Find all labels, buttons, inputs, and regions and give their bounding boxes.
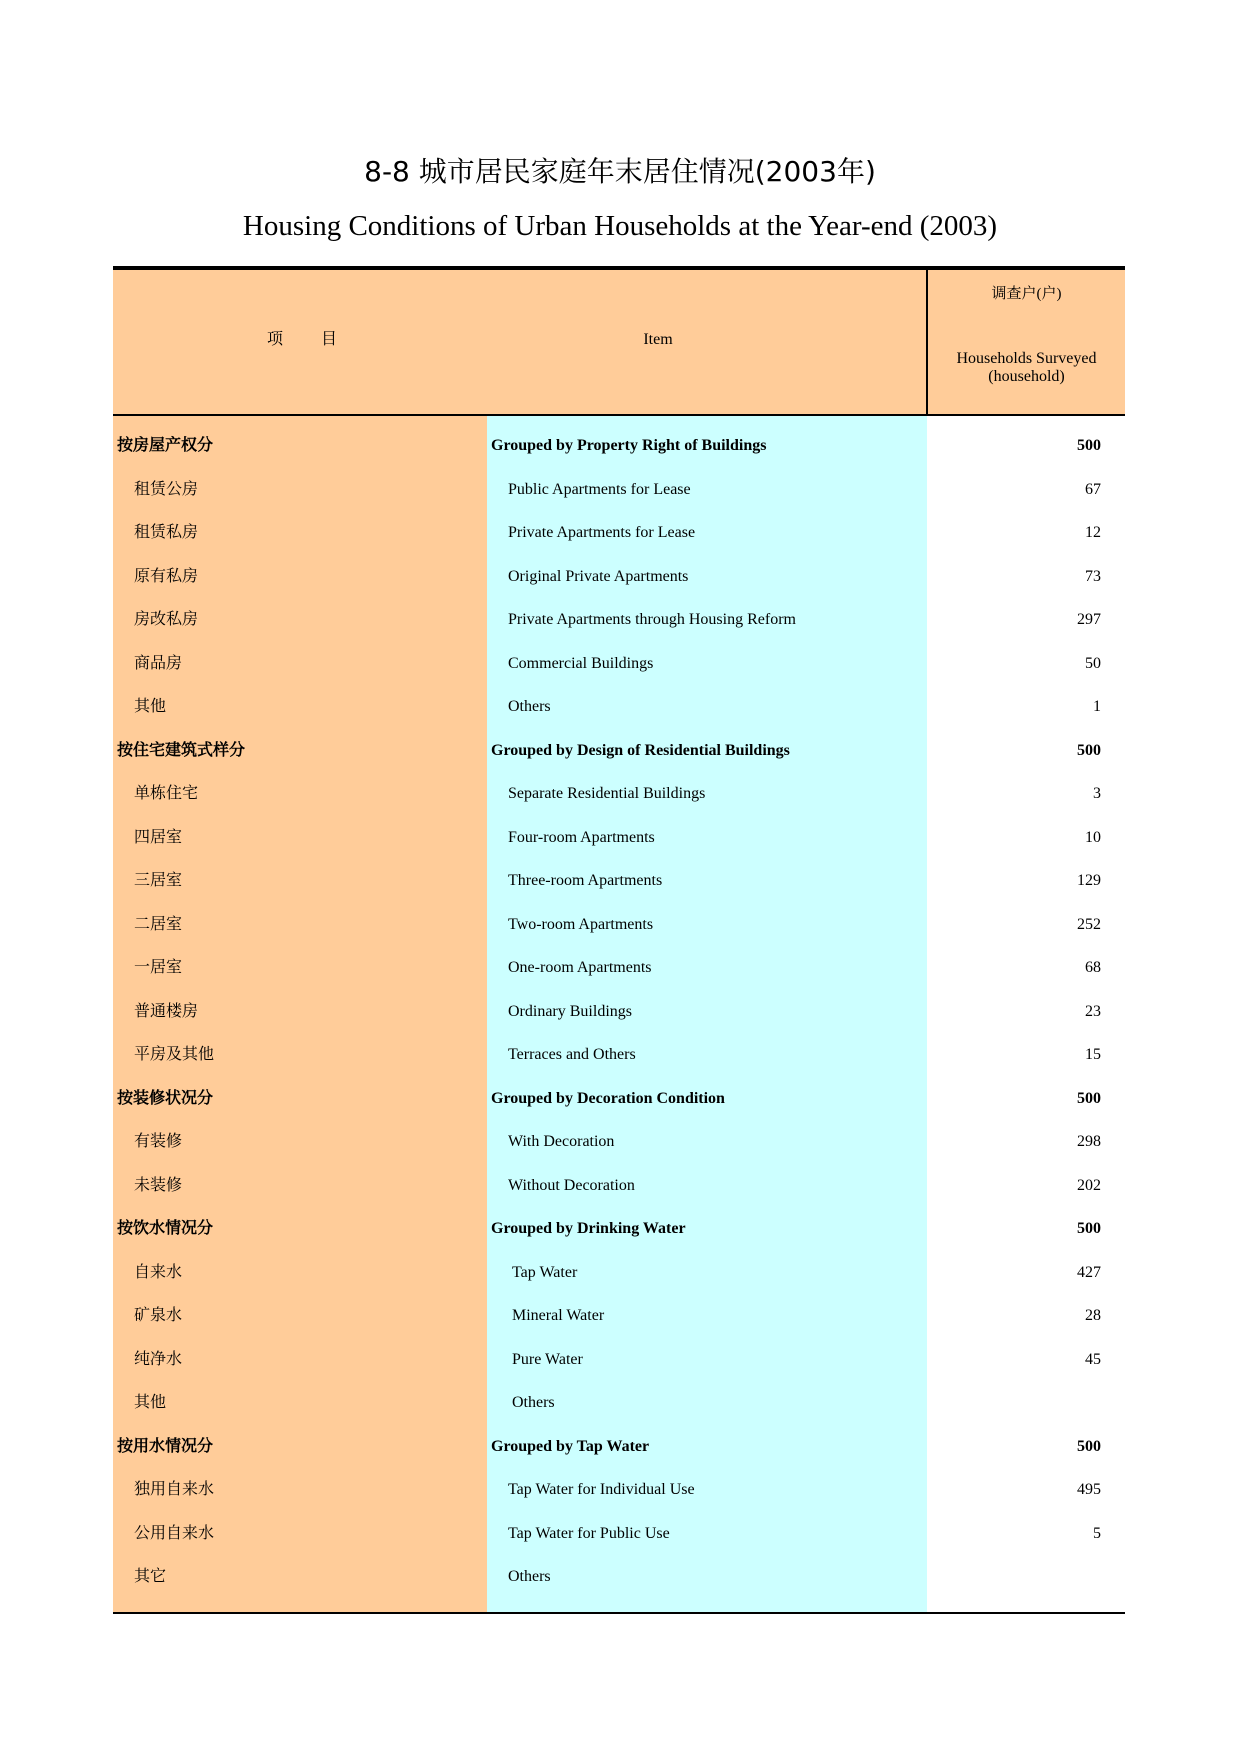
row-value: 500 [1077, 741, 1101, 759]
row-value: 67 [1085, 480, 1101, 498]
row-label-english: Private Apartments for Lease [508, 524, 696, 541]
table-row [113, 468, 1125, 512]
row-label-chinese: 未装修 [134, 1176, 183, 1194]
row-value: 298 [1077, 1133, 1101, 1150]
row-label-english: Others [508, 698, 551, 715]
table-row [113, 816, 1125, 860]
row-label-english: Others [512, 1394, 555, 1411]
header-item-english: Item [643, 331, 673, 348]
table-row [113, 1033, 1125, 1077]
row-label-english: Two-room Apartments [508, 915, 654, 933]
row-label-chinese: 矿泉水 [134, 1307, 183, 1324]
row-value: 15 [1085, 1046, 1101, 1063]
row-label-english: Grouped by Design of Residential Buildings [491, 741, 790, 759]
row-label-chinese: 按装修状况分 [117, 1089, 214, 1107]
table-row [113, 990, 1125, 1034]
row-value: 73 [1085, 567, 1101, 585]
row-value: 427 [1077, 1263, 1101, 1281]
header-households-chinese: 调查户(户) [991, 286, 1062, 302]
row-label-chinese: 独用自来水 [134, 1481, 215, 1498]
table-body [113, 416, 1125, 1613]
row-label-english: Others [508, 1568, 551, 1585]
row-label-chinese: 单栋住宅 [134, 785, 199, 802]
table-row [113, 642, 1125, 686]
row-label-english: Private Apartments through Housing Reform [508, 611, 796, 628]
table-row [113, 1164, 1125, 1208]
row-label-english: Three-room Apartments [508, 872, 663, 889]
row-label-english: Tap Water [512, 1263, 578, 1281]
row-label-chinese: 按饮水情况分 [117, 1220, 214, 1237]
table-group-row [113, 1077, 1125, 1121]
row-label-chinese: 平房及其他 [134, 1046, 215, 1063]
page-title-chinese: 8-8 城市居民家庭年末居住情况(2003年) [364, 155, 876, 188]
row-value: 495 [1077, 1481, 1101, 1498]
row-value: 50 [1085, 654, 1101, 672]
row-value: 252 [1077, 915, 1101, 933]
table-row [113, 903, 1125, 947]
table-group-row [113, 1425, 1125, 1469]
table-row [113, 859, 1125, 903]
table-row [113, 1555, 1125, 1599]
row-label-english: Original Private Apartments [508, 567, 689, 585]
row-label-chinese: 租赁私房 [134, 524, 199, 541]
row-label-english: Public Apartments for Lease [508, 480, 691, 498]
table-row [113, 1468, 1125, 1512]
row-label-chinese: 其它 [134, 1568, 167, 1585]
row-label-chinese: 二居室 [134, 915, 183, 933]
row-label-chinese: 公用自来水 [134, 1524, 215, 1542]
table-header [113, 270, 1125, 414]
row-label-chinese: 三居室 [134, 872, 183, 889]
row-label-chinese: 其他 [134, 1394, 167, 1411]
row-value: 129 [1077, 872, 1101, 889]
housing-table [113, 266, 1125, 1614]
row-value: 297 [1077, 611, 1101, 628]
table-row [113, 1381, 1125, 1425]
row-label-english: Separate Residential Buildings [508, 785, 706, 802]
row-value: 500 [1077, 1220, 1101, 1237]
row-label-chinese: 按住宅建筑式样分 [117, 741, 246, 759]
row-label-english: Terraces and Others [508, 1046, 636, 1063]
row-label-chinese: 房改私房 [134, 611, 199, 628]
row-value: 45 [1085, 1350, 1101, 1368]
table-row [113, 1338, 1125, 1382]
table-group-row [113, 424, 1125, 468]
table-group-row [113, 729, 1125, 773]
row-label-chinese: 原有私房 [134, 567, 199, 585]
row-label-chinese: 按用水情况分 [117, 1437, 214, 1455]
row-label-chinese: 普通楼房 [134, 1002, 199, 1020]
table-group-row [113, 1207, 1125, 1251]
table-row [113, 1120, 1125, 1164]
row-label-english: Mineral Water [512, 1307, 605, 1324]
row-label-english: Four-room Apartments [508, 828, 655, 846]
row-label-chinese: 租赁公房 [134, 480, 199, 498]
table-row [113, 598, 1125, 642]
row-label-english: Pure Water [512, 1350, 583, 1368]
row-value: 12 [1085, 524, 1101, 541]
row-label-chinese: 纯净水 [134, 1350, 183, 1368]
row-value: 5 [1093, 1524, 1101, 1542]
row-value: 68 [1085, 959, 1101, 976]
row-label-english: Commercial Buildings [508, 654, 654, 672]
table-bottom-rule [113, 1612, 1125, 1614]
row-value: 500 [1077, 1437, 1101, 1455]
table-row [113, 772, 1125, 816]
table-row [113, 511, 1125, 555]
row-value: 10 [1085, 828, 1101, 846]
row-value: 202 [1077, 1176, 1101, 1194]
header-item-chinese: 项 目 [266, 331, 339, 348]
row-label-chinese: 一居室 [134, 959, 183, 976]
table-row [113, 555, 1125, 599]
row-label-english: Grouped by Decoration Condition [491, 1089, 725, 1107]
row-label-english: Without Decoration [508, 1176, 635, 1194]
row-label-chinese: 商品房 [134, 654, 183, 672]
row-label-chinese: 其他 [134, 698, 167, 715]
row-value: 28 [1085, 1307, 1101, 1324]
table-row [113, 1251, 1125, 1295]
row-label-chinese: 按房屋产权分 [117, 437, 214, 454]
table-rows [113, 424, 1125, 1599]
header-households-english: Households Surveyed (household) [956, 350, 1097, 385]
row-value: 500 [1077, 437, 1101, 454]
row-value: 3 [1093, 785, 1101, 802]
table-row [113, 1294, 1125, 1338]
table-row [113, 946, 1125, 990]
table-row [113, 1512, 1125, 1556]
page-title-english: Housing Conditions of Urban Households at the Year-end (2003) [242, 210, 998, 242]
row-label-english: Grouped by Tap Water [491, 1437, 650, 1455]
row-label-chinese: 四居室 [134, 828, 183, 846]
row-label-english: One-room Apartments [508, 959, 652, 976]
row-value: 23 [1085, 1002, 1101, 1020]
row-label-english: Tap Water for Individual Use [508, 1481, 695, 1498]
row-label-english: With Decoration [508, 1133, 615, 1150]
row-label-english: Tap Water for Public Use [508, 1524, 670, 1542]
row-label-english: Ordinary Buildings [508, 1002, 632, 1020]
table-row [113, 685, 1125, 729]
row-value: 500 [1077, 1089, 1101, 1107]
row-label-chinese: 有装修 [134, 1133, 183, 1150]
row-value: 1 [1093, 698, 1101, 715]
row-label-english: Grouped by Drinking Water [491, 1220, 686, 1237]
row-label-chinese: 自来水 [134, 1263, 183, 1281]
row-label-english: Grouped by Property Right of Buildings [491, 437, 767, 454]
